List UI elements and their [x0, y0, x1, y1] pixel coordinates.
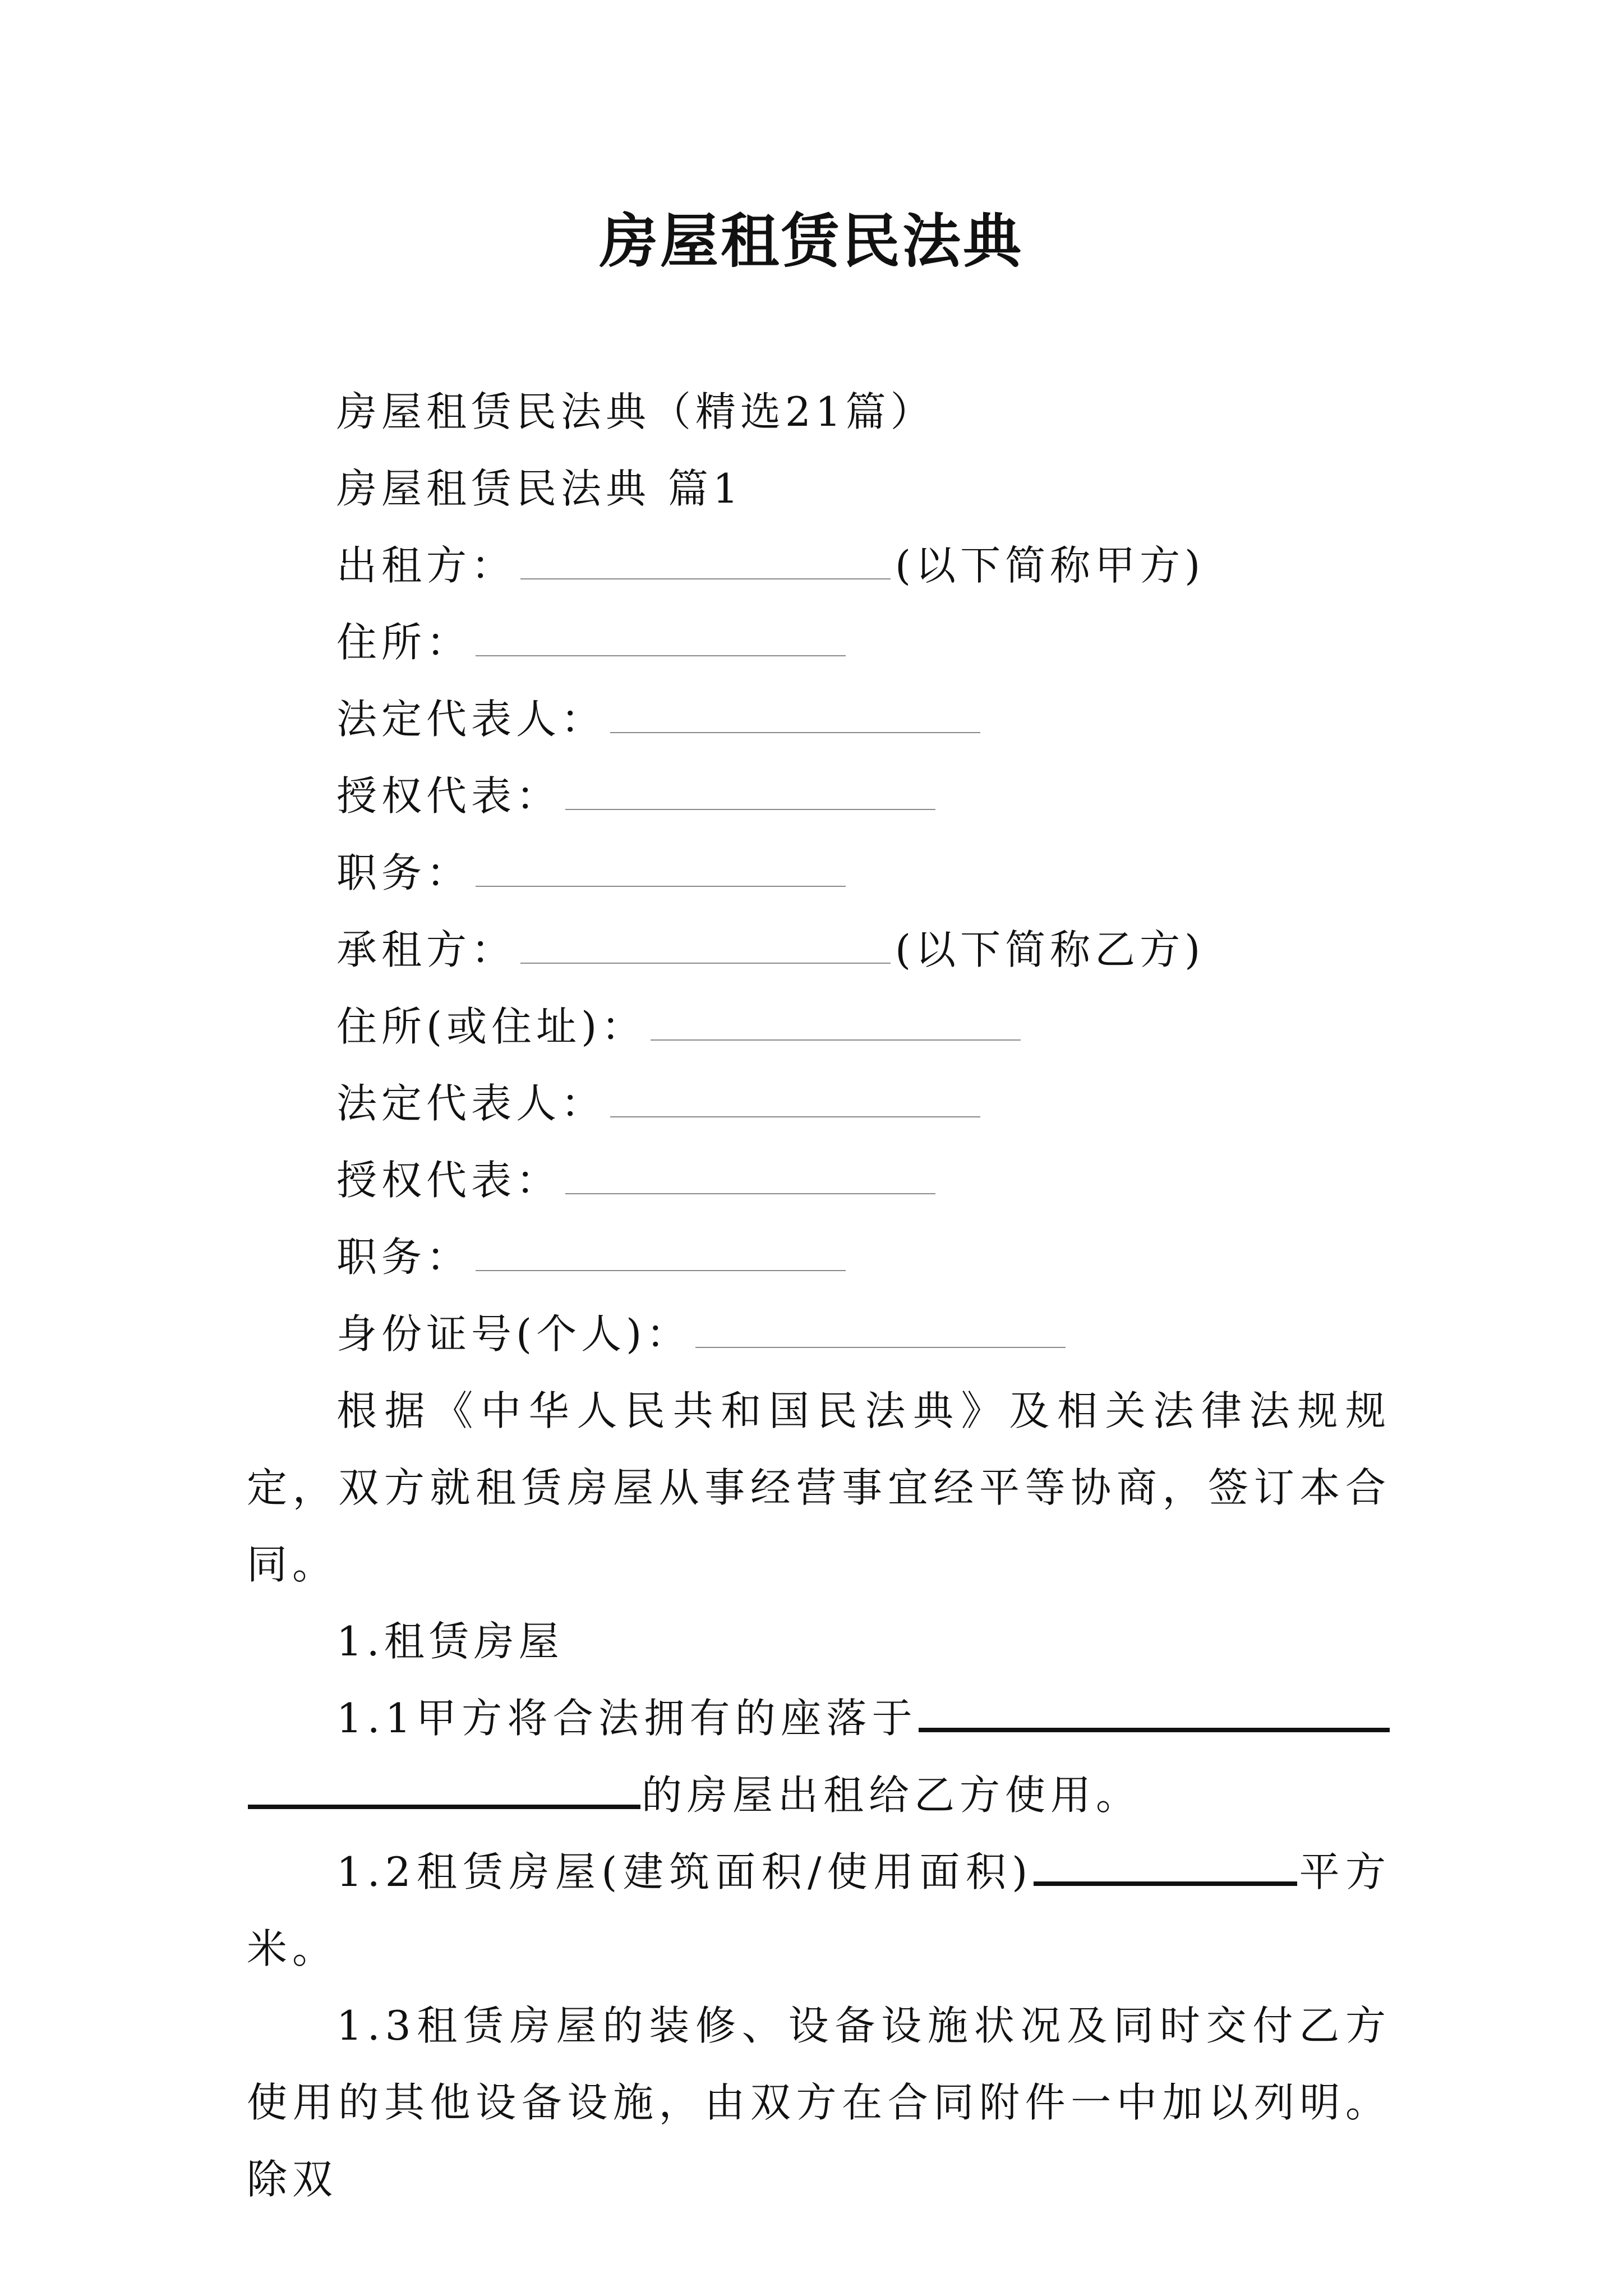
- field-lessor-legal-rep: [247, 681, 1391, 758]
- bold-blank-line: [919, 1694, 1390, 1732]
- clause-text: 的房屋出租给乙方使用。: [642, 1772, 1142, 1819]
- field-lessee-position: [247, 1219, 1391, 1296]
- blank-line: [610, 698, 980, 733]
- clause-1-2: [247, 1834, 1391, 1987]
- field-lessee-address: [247, 988, 1391, 1065]
- field-label: 承租方：: [336, 926, 517, 973]
- intro-paragraph: 根据《中华人民共和国民法典》及相关法律法规规定，双方就租赁房屋从事经营事宜经平等协商，签订本合同。: [247, 1387, 1391, 1588]
- document-title: 房屋租赁民法典: [599, 206, 1023, 275]
- blank-line: [695, 1313, 1066, 1348]
- field-label: 授权代表：: [336, 1157, 561, 1204]
- field-label: 身份证号(个人)：: [336, 1310, 691, 1358]
- field-label: 法定代表人：: [336, 696, 606, 743]
- clause-text: 平方米。: [247, 1848, 1391, 1972]
- clause-1-1: [247, 1680, 1391, 1834]
- field-lessee-id-number: [247, 1296, 1391, 1373]
- blank-line: [476, 622, 846, 656]
- field-suffix: (以下简称甲方): [895, 542, 1205, 589]
- clause-text: 1.1甲方将合法拥有的座落于: [336, 1695, 917, 1742]
- clause-1-3: 1.3租赁房屋的装修、设备设施状况及同时交付乙方使用的其他设备设施，由双方在合同附件一中加以列明。除双: [247, 2002, 1391, 2203]
- field-label: 授权代表：: [336, 772, 561, 820]
- bold-blank-line: [248, 1771, 640, 1809]
- field-label: 职务：: [336, 1234, 472, 1281]
- field-label: 职务：: [336, 849, 472, 896]
- field-lessor-address: [247, 604, 1391, 681]
- blank-line: [520, 929, 891, 964]
- blank-line: [476, 852, 846, 887]
- chapter-heading: 房屋租赁民法典 篇1: [336, 465, 743, 512]
- field-suffix: (以下简称乙方): [895, 926, 1205, 973]
- blank-line: [651, 1006, 1021, 1041]
- field-label: 出租方：: [336, 542, 517, 589]
- clause-text: 1.2租赁房屋(建筑面积/使用面积): [336, 1848, 1033, 1895]
- section-heading-rental-house: 1.租赁房屋: [336, 1618, 564, 1665]
- bold-blank-line: [1034, 1848, 1297, 1886]
- field-label: 住所(或住址)：: [336, 1003, 647, 1050]
- field-lessor: [247, 527, 1391, 604]
- field-lessee: [247, 912, 1391, 988]
- document-body: [247, 374, 1391, 2218]
- field-label: 法定代表人：: [336, 1080, 606, 1127]
- field-lessee-legal-rep: [247, 1065, 1391, 1142]
- blank-line: [476, 1236, 846, 1271]
- field-lessor-authorized-rep: [247, 758, 1391, 835]
- field-label: 住所：: [336, 619, 472, 666]
- blank-line: [565, 775, 935, 810]
- field-lessee-authorized-rep: [247, 1142, 1391, 1219]
- blank-line: [520, 545, 891, 579]
- blank-line: [610, 1083, 980, 1117]
- blank-line: [565, 1159, 935, 1194]
- document-subtitle: 房屋租赁民法典（精选21篇）: [336, 388, 935, 435]
- field-lessor-position: [247, 835, 1391, 912]
